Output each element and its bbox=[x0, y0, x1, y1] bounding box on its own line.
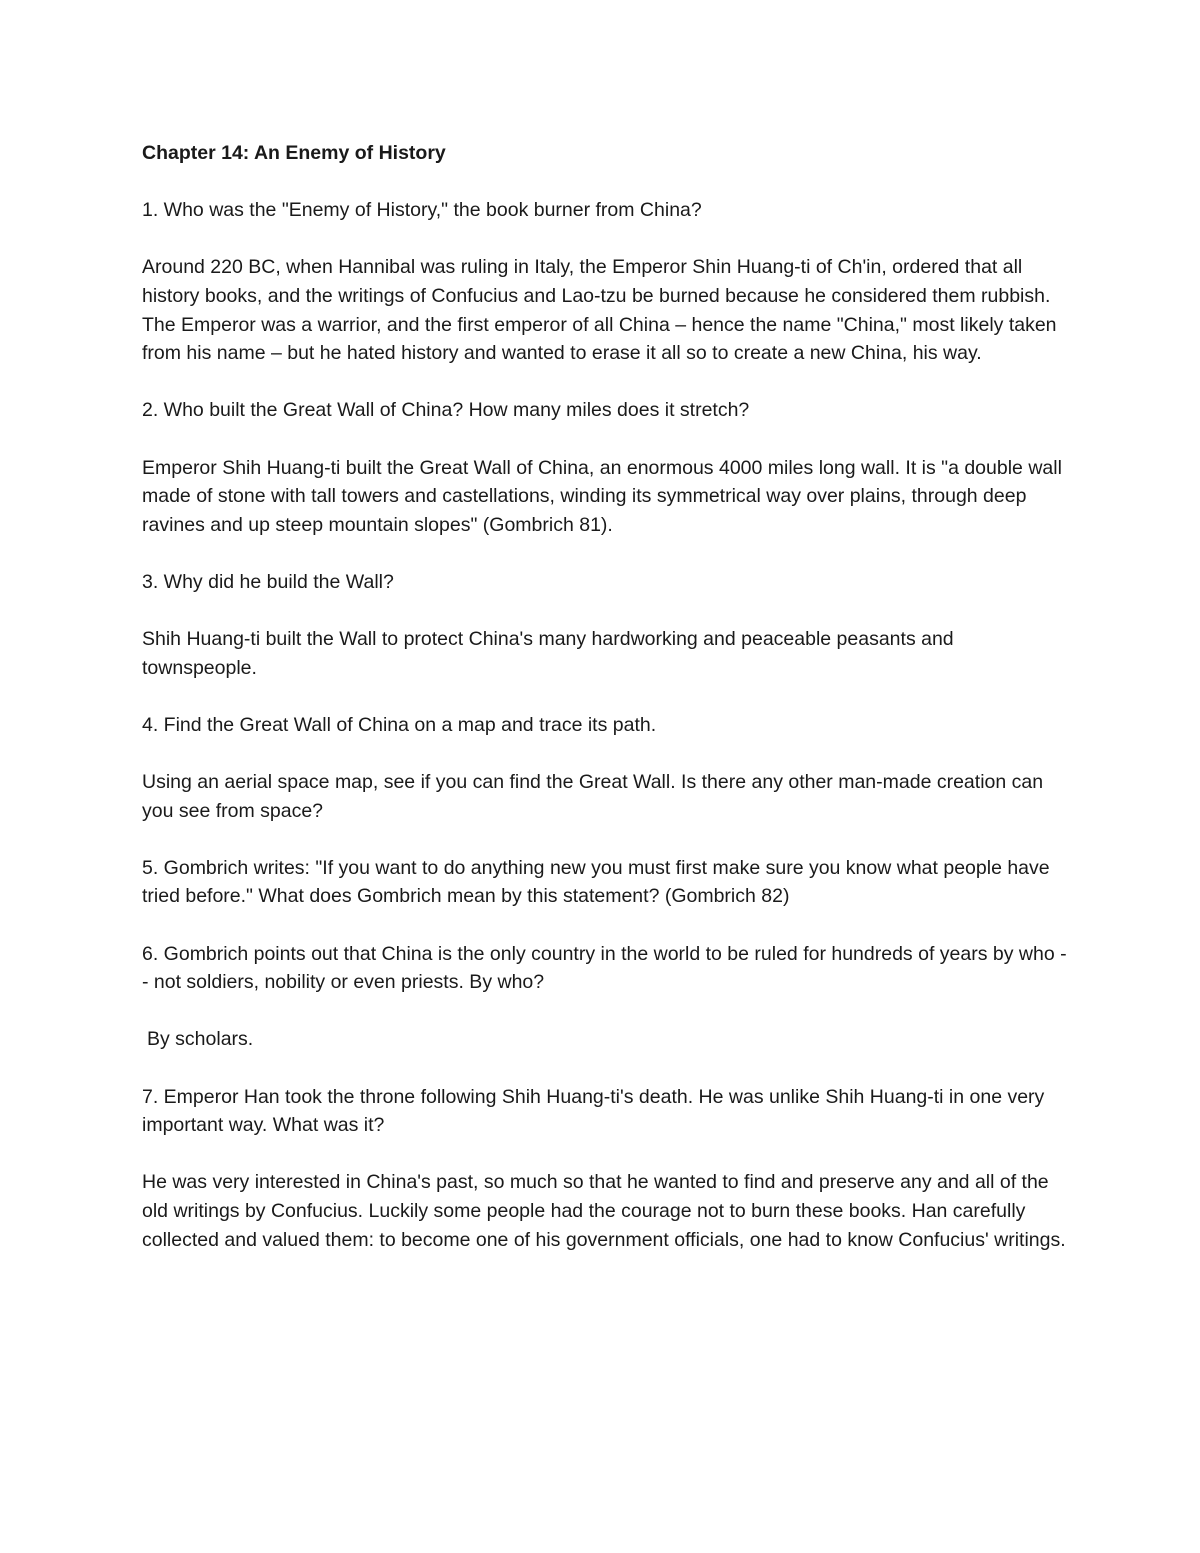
answer-2: Emperor Shih Huang-ti built the Great Wall of China, an enormous 4000 miles long wall. It is "a double wall made of stone with tall towers and castellations, winding its symmetrical way over plains, through deep ravines and up steep mountain slopes" (Gombrich 81). bbox=[142, 456, 1068, 536]
answer-6: By scholars. bbox=[147, 1028, 254, 1051]
document-content bbox=[142, 139, 1072, 1283]
question-4: 4. Find the Great Wall of China on a map and trace its path. bbox=[142, 713, 657, 736]
question-5: 5. Gombrich writes: "If you want to do anything new you must first make sure you know what people have tried before." What does Gombrich mean by this statement? (Gombrich 82) bbox=[142, 856, 1056, 908]
answer-3: Shih Huang-ti built the Wall to protect China's many hardworking and peaceable peasants and townspeople. bbox=[142, 628, 960, 679]
answer-4: Using an aerial space map, see if you can find the Great Wall. Is there any other man-made creation can you see from space? bbox=[142, 771, 1049, 822]
question-7: 7. Emperor Han took the throne following Shih Huang-ti's death. He was unlike Shih Huang-ti in one very important way. What was it? bbox=[142, 1085, 1050, 1137]
question-1: 1. Who was the "Enemy of History," the book burner from China? bbox=[142, 199, 702, 222]
question-3: 3. Why did he build the Wall? bbox=[142, 570, 394, 593]
answer-1: Around 220 BC, when Hannibal was ruling in Italy, the Emperor Shin Huang-ti of Ch'in, ordered that all history books, and the writings of Confucius and Lao-tzu be burned because he considered them rubbish. The Emperor was a warrior, and the first emperor of all China – hence the name "China," most likely taken from his name – but he hated history and wanted to erase it all so to create a new China, his way. bbox=[142, 256, 1062, 365]
answer-7: He was very interested in China's past, so much so that he wanted to find and preserve any and all of the old writings by Confucius. Luckily some people had the courage not to burn these books. Han carefully collected and valued them: to become one of his government officials, one had to know Confucius' writings. bbox=[142, 1171, 1066, 1251]
chapter-title: Chapter 14: An Enemy of History bbox=[142, 142, 446, 164]
question-6: 6. Gombrich points out that China is the only country in the world to be ruled for hundreds of years by who -- not soldiers, nobility or even priests. By who? bbox=[142, 942, 1067, 994]
question-2: 2. Who built the Great Wall of China? How many miles does it stretch? bbox=[142, 399, 750, 422]
